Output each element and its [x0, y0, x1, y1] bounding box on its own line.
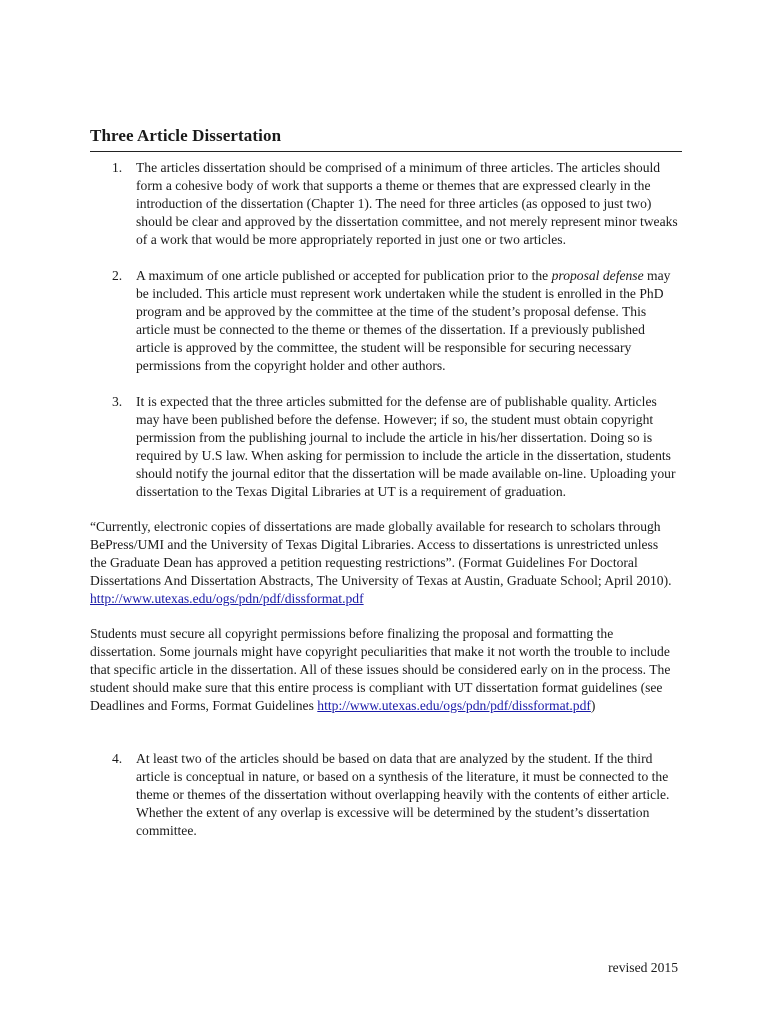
list-item-number: 2. — [112, 268, 123, 283]
numbered-list-continued — [90, 750, 682, 840]
numbered-list — [90, 159, 682, 501]
document-page — [90, 126, 682, 840]
list-item — [90, 750, 682, 840]
list-item — [90, 393, 682, 501]
closing-paren: ) — [590, 698, 596, 713]
copyright-paragraph — [90, 625, 682, 715]
list-item-number: 4. — [112, 751, 123, 766]
list-item — [90, 267, 682, 375]
list-item-number: 3. — [112, 394, 123, 409]
revision-footer: revised 2015 — [608, 960, 678, 975]
list-item-text: A maximum of one article published or accepted for publication prior to the — [136, 268, 552, 283]
copyright-text: Students must secure all copyright permissions before finalizing the proposal and formatting the dissertation. Some journals might have copyright peculiarities that make it not worth the trouble to include that specific article in the dissertation. All of these issues should be considered early on in the process. The student should make sure that this entire process is compliant with UT dissertation format guidelines (see Deadlines and Forms, Format Guidelines — [90, 626, 671, 713]
list-item — [90, 159, 682, 249]
list-item-text: At least two of the articles should be based on data that are analyzed by the student. If the third article is conceptual in nature, or based on a synthesis of the literature, it must be connected to the theme or themes of the dissertation without overlapping heavily with the contents of either article. Whether the extent of any overlap is excessive will be determined by the student’s dissertation committee. — [136, 751, 670, 838]
quote-text: “Currently, electronic copies of dissertations are made globally available for research to scholars through BePress/UMI and the University of Texas Digital Libraries. Access to dissertations is unrestricted unless the Graduate Dean has approved a petition requesting restrictions”. (Format Guidelines For Doctoral Dissertations And Dissertation Abstracts, The University of Texas at Austin, Graduate School; April 2010). — [90, 519, 672, 588]
list-item-text: It is expected that the three articles submitted for the defense are of publishable quality. Articles may have been published before the defense. However; if so, the student must obtain copyright permission from the publishing journal to include the article in his/her dissertation. Doing so is required by U.S law. When asking for permission to include the article in the dissertation, students should notify the journal editor that the dissertation will be made available on-line. Uploading your dissertation to the Texas Digital Libraries at UT is a requirement of graduation. — [136, 394, 676, 499]
list-item-text: The articles dissertation should be comprised of a minimum of three articles. The articles should form a cohesive body of work that supports a theme or themes that are expressed clearly in the introduction of the dissertation (Chapter 1). The need for three articles (as opposed to just two) should be clear and approved by the dissertation committee, and not merely represent minor tweaks of a work that would be more appropriately reported in just one or two articles. — [136, 160, 678, 247]
document-title: Three Article Dissertation — [90, 126, 682, 152]
quote-paragraph — [90, 518, 682, 608]
list-item-number: 1. — [112, 160, 123, 175]
emphasis-text: proposal defense — [551, 268, 644, 283]
dissformat-link[interactable]: http://www.utexas.edu/ogs/pdn/pdf/dissformat.pdf — [90, 591, 364, 606]
list-item-text: may be included. This article must represent work undertaken while the student is enrolled in the PhD program and be approved by the committee at the time of the student’s proposal defense. This article must be connected to the theme or themes of the dissertation. If a previously published article is approved by the committee, the student will be responsible for securing necessary permissions from the copyright holder and other authors. — [136, 268, 671, 373]
format-guidelines-link[interactable]: http://www.utexas.edu/ogs/pdn/pdf/dissformat.pdf — [317, 698, 591, 713]
